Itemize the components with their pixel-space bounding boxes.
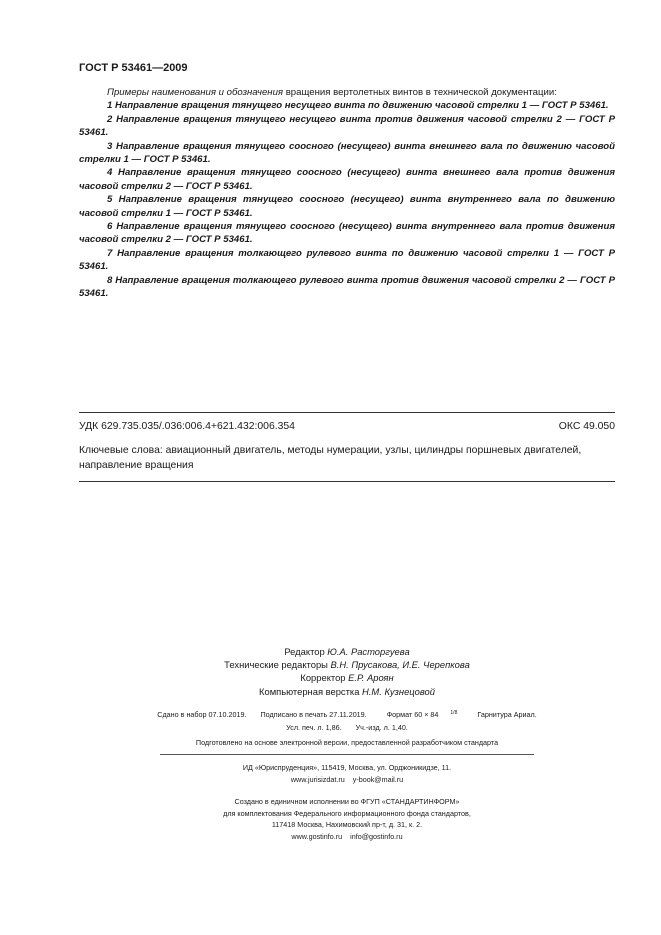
typeset-date: Сдано в набор 07.10.2019. <box>157 710 247 720</box>
print-info-line1 <box>79 707 615 721</box>
examples-intro-rest: вращения вертолетных винтов в технической документации: <box>283 87 557 98</box>
divider-publisher <box>160 754 534 755</box>
document-header: ГОСТ Р 53461—2009 <box>79 62 188 74</box>
example-item-8: 8 Направление вращения толкающего рулевого винта против движения часовой стрелки 2 — ГОСТ Р 53461. <box>79 274 615 300</box>
producer-line1: Создано в единичном исполнении во ФГУП «СТАНДАРТИНФОРМ» <box>234 797 460 806</box>
producer-address: 117418 Москва, Нахимовский пр-т, д. 31, к. 2. <box>271 820 423 830</box>
publisher-block <box>79 762 615 786</box>
credit-tech-editors: Технические редакторы В.Н. Прусакова, И.Е. Черепкова <box>224 659 470 671</box>
producer-block <box>79 796 615 842</box>
format: Формат 60 × 84 1/8 <box>386 710 458 720</box>
producer-contacts: www.gostinfo.ru info@gostinfo.ru <box>291 831 403 841</box>
print-info <box>79 707 615 734</box>
publisher-address: ИД «Юриспруденция», 115419, Москва, ул. Орджоникидзе, 11. <box>242 763 452 772</box>
examples-section <box>79 86 615 301</box>
keywords: Ключевые слова: авиационный двигатель, методы нумерации, узлы, цилиндры поршневых двигателей, направление вращения <box>79 445 582 471</box>
divider-bottom <box>79 481 615 482</box>
example-item-7: 7 Направление вращения толкающего рулевого винта по движению часовой стрелки 1 — ГОСТ Р 53461. <box>79 247 615 273</box>
credits-block <box>79 645 615 698</box>
producer-line2: для комплектования Федерального информационного фонда стандартов, <box>223 808 471 818</box>
examples-intro <box>79 86 615 99</box>
examples-intro-italic: Примеры наименования и обозначения <box>107 87 284 98</box>
credit-layout: Компьютерная верстка Н.М. Кузнецовой <box>259 685 435 697</box>
signed-date: Подписано в печать 27.11.2019. <box>260 710 367 720</box>
publisher-contacts: www.jurisizdat.ru y-book@mail.ru <box>290 775 404 785</box>
udc-code: УДК 629.735.035/.036:006.4+621.432:006.354 <box>79 421 295 432</box>
example-item-4: 4 Направление вращения тянущего соосного (несущего) винта внешнего вала против движения часовой стрелки 2 — ГОСТ Р 53461. <box>79 167 615 192</box>
example-item-5: 5 Направление вращения тянущего соосного (несущего) винта внутреннего вала по движению часовой стрелки 1 — ГОСТ Р 53461. <box>79 194 615 219</box>
example-item-2: 2 Направление вращения тянущего несущего винта против движения часовой стрелки 2 — ГОСТ Р 53461. <box>79 113 615 139</box>
credit-editor: Редактор Ю.А. Расторгуева <box>284 646 410 657</box>
divider-top <box>79 412 615 413</box>
publisher-sheets: Уч.-изд. л. 1,40. <box>355 723 408 733</box>
example-item-6: 6 Направление вращения тянущего соосного (несущего) винта внутреннего вала против движения часовой стрелки 2 — ГОСТ Р 53461. <box>79 221 615 246</box>
oks-code: ОКС 49.050 <box>558 421 615 432</box>
credit-proofreader: Корректор Е.Р. Ароян <box>300 672 394 684</box>
prepared-note: Подготовлено на основе электронной версии, предоставленной разработчиком стандарта <box>195 738 499 747</box>
example-item-3: 3 Направление вращения тянущего соосного (несущего) винта внешнего вала по движению часовой стрелки 1 — ГОСТ Р 53461. <box>79 140 615 166</box>
print-info-line2 <box>79 721 615 734</box>
typeface: Гарнитура Ариал. <box>477 710 537 720</box>
example-item-1: 1 Направление вращения тянущего несущего винта по движению часовой стрелки 1 — ГОСТ Р 53461. <box>107 100 609 112</box>
print-sheets: Усл. печ. л. 1,86. <box>286 723 342 733</box>
